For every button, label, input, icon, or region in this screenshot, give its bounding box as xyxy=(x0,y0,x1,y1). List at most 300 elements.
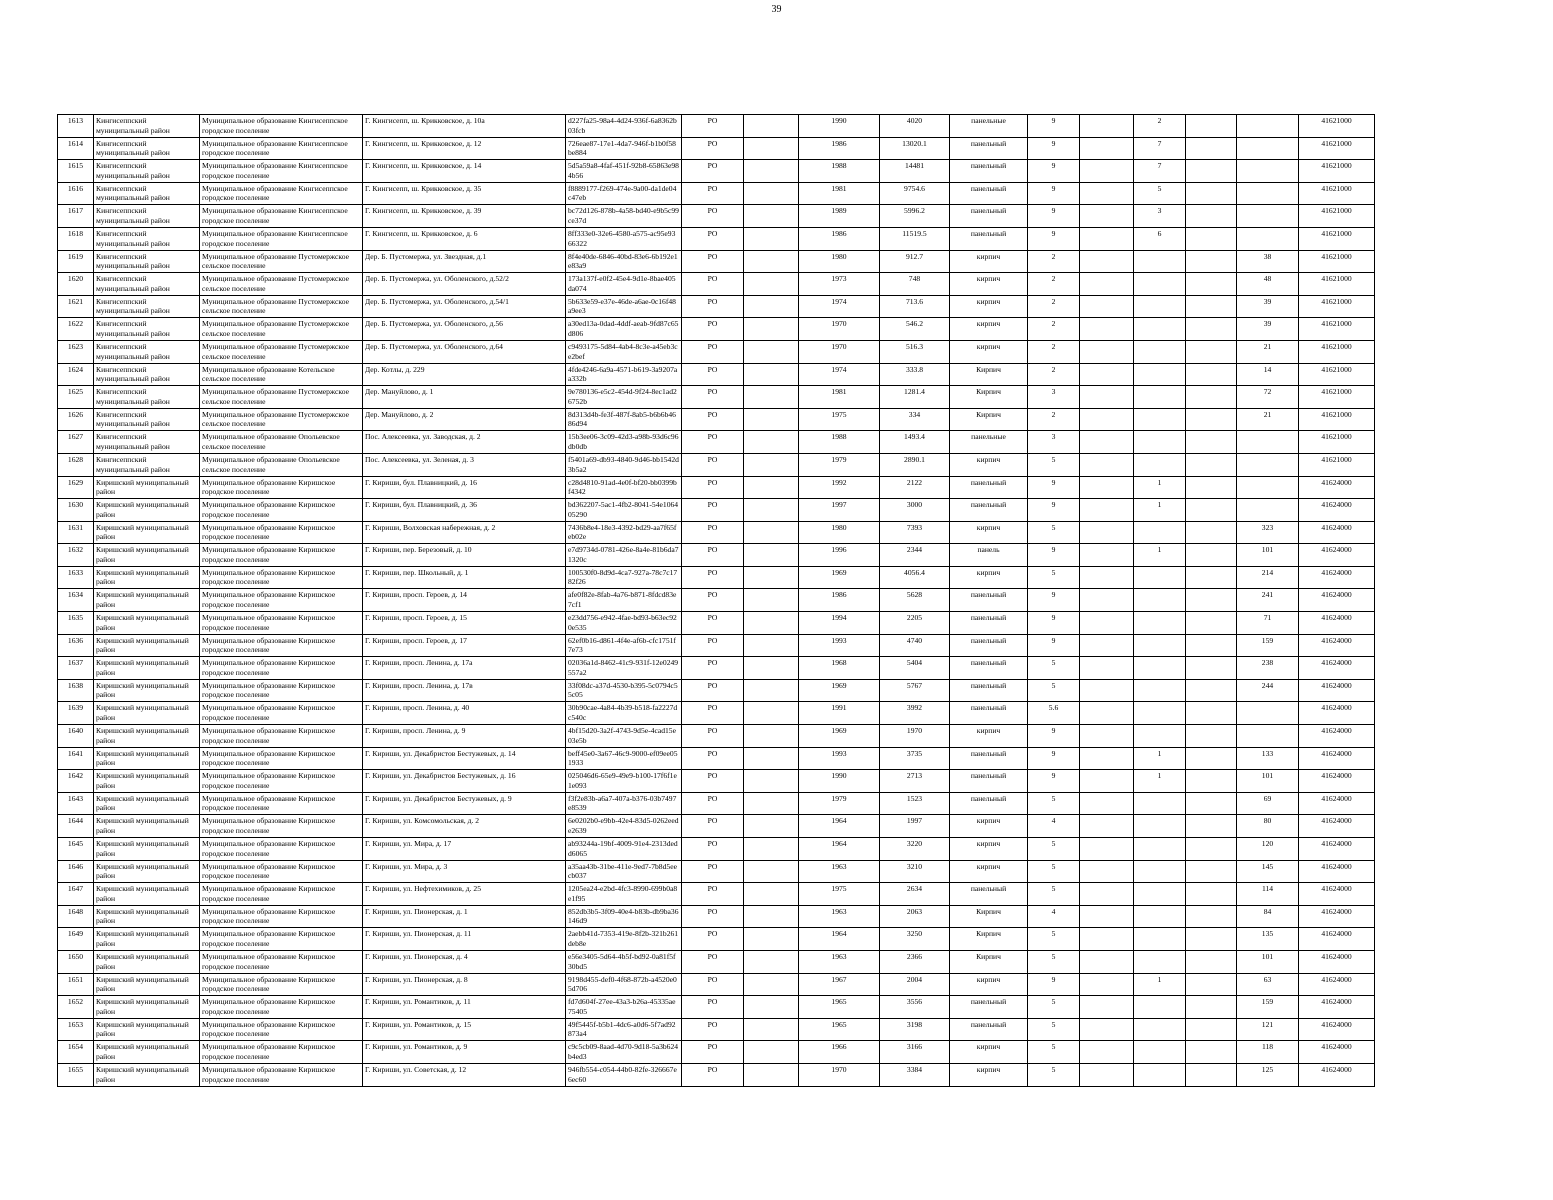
cell-municipality: Муниципальное образование Киришское городское поселение xyxy=(200,838,363,861)
cell-municipality: Муниципальное образование Кингисеппское городское поселение xyxy=(200,182,363,205)
registry-body xyxy=(58,115,1375,1087)
cell-extra-col xyxy=(744,205,799,228)
cell-build-year: 1994 xyxy=(799,612,880,635)
table-row xyxy=(58,160,1375,183)
table-row xyxy=(58,544,1375,567)
cell-ro-mark: РО xyxy=(682,273,744,296)
table-row xyxy=(58,1018,1375,1041)
cell-floors: 5 xyxy=(1028,679,1080,702)
cell-row-number: 1619 xyxy=(58,250,94,273)
cell-build-year: 1966 xyxy=(799,1041,880,1064)
cell-district: Киришский муниципальный район xyxy=(94,521,200,544)
cell-area: 14481 xyxy=(880,160,950,183)
cell-oktmo-code: 41624000 xyxy=(1299,1018,1375,1041)
cell-row-number: 1641 xyxy=(58,747,94,770)
cell-wall-material: панельный xyxy=(950,996,1028,1019)
cell-area: 546.2 xyxy=(880,318,950,341)
cell-extra-col-3 xyxy=(1186,431,1237,454)
cell-oktmo-code: 41624000 xyxy=(1299,521,1375,544)
cell-entrances xyxy=(1134,679,1186,702)
cell-ro-mark: РО xyxy=(682,815,744,838)
cell-municipality: Муниципальное образование Пустомержское сельское поселение xyxy=(200,408,363,431)
cell-area: 3735 xyxy=(880,747,950,770)
cell-area: 1970 xyxy=(880,725,950,748)
cell-build-year: 1974 xyxy=(799,295,880,318)
cell-ro-mark: РО xyxy=(682,770,744,793)
cell-build-year: 1996 xyxy=(799,544,880,567)
cell-floors: 5 xyxy=(1028,950,1080,973)
cell-house-guid: 49f5445f-b5b1-4dc6-a0d6-5f7ad92873a4 xyxy=(566,1018,682,1041)
cell-municipality: Муниципальное образование Киришское городское поселение xyxy=(200,792,363,815)
cell-extra-col-2 xyxy=(1080,453,1134,476)
cell-extra-col-2 xyxy=(1080,657,1134,680)
page-number: 39 xyxy=(771,4,782,15)
cell-entrances xyxy=(1134,1063,1186,1086)
table-row xyxy=(58,318,1375,341)
cell-ro-mark: РО xyxy=(682,747,744,770)
cell-oktmo-code: 41621000 xyxy=(1299,227,1375,250)
cell-build-year: 1980 xyxy=(799,250,880,273)
cell-oktmo-code: 41621000 xyxy=(1299,205,1375,228)
cell-municipality: Муниципальное образование Киришское городское поселение xyxy=(200,634,363,657)
cell-extra-col-3 xyxy=(1186,521,1237,544)
cell-wall-material: панельный xyxy=(950,612,1028,635)
cell-build-year: 1965 xyxy=(799,1018,880,1041)
cell-extra-col-2 xyxy=(1080,160,1134,183)
cell-address: Г. Кингисепп, ш. Крикковское, д. 35 xyxy=(363,182,566,205)
cell-house-guid: 62ef0b16-d861-4f4e-af6b-cfc1751f7e73 xyxy=(566,634,682,657)
cell-extra-col xyxy=(744,363,799,386)
table-row xyxy=(58,182,1375,205)
cell-row-number: 1628 xyxy=(58,453,94,476)
cell-build-year: 1988 xyxy=(799,160,880,183)
cell-municipality: Муниципальное образование Опольевское сельское поселение xyxy=(200,453,363,476)
cell-district: Киришский муниципальный район xyxy=(94,476,200,499)
cell-municipality: Муниципальное образование Киришское городское поселение xyxy=(200,702,363,725)
cell-district: Кингисеппский муниципальный район xyxy=(94,227,200,250)
cell-oktmo-code: 41624000 xyxy=(1299,566,1375,589)
cell-extra-col-3 xyxy=(1186,905,1237,928)
cell-district: Киришский муниципальный район xyxy=(94,1018,200,1041)
cell-build-year: 1969 xyxy=(799,679,880,702)
cell-address: Г. Кириши, ул. Романтиков, д. 11 xyxy=(363,996,566,1019)
cell-row-number: 1645 xyxy=(58,838,94,861)
cell-row-number: 1637 xyxy=(58,657,94,680)
cell-house-guid: 8d313d4b-fe3f-487f-8ab5-b6b6b4686d94 xyxy=(566,408,682,431)
cell-floors: 9 xyxy=(1028,476,1080,499)
cell-row-number: 1632 xyxy=(58,544,94,567)
cell-apartments: 21 xyxy=(1237,340,1299,363)
cell-extra-col-3 xyxy=(1186,318,1237,341)
cell-extra-col-3 xyxy=(1186,273,1237,296)
cell-extra-col xyxy=(744,1063,799,1086)
cell-build-year: 1970 xyxy=(799,318,880,341)
cell-extra-col xyxy=(744,386,799,409)
cell-row-number: 1624 xyxy=(58,363,94,386)
cell-extra-col-2 xyxy=(1080,431,1134,454)
cell-build-year: 1963 xyxy=(799,950,880,973)
cell-ro-mark: РО xyxy=(682,860,744,883)
cell-ro-mark: РО xyxy=(682,250,744,273)
cell-build-year: 1980 xyxy=(799,521,880,544)
cell-build-year: 1986 xyxy=(799,137,880,160)
cell-apartments: 238 xyxy=(1237,657,1299,680)
cell-house-guid: e23dd756-e942-4fae-bd93-b63ec920e535 xyxy=(566,612,682,635)
cell-wall-material: кирпич xyxy=(950,815,1028,838)
cell-row-number: 1634 xyxy=(58,589,94,612)
cell-wall-material: кирпич xyxy=(950,453,1028,476)
cell-floors: 5 xyxy=(1028,838,1080,861)
cell-wall-material: панельный xyxy=(950,792,1028,815)
cell-wall-material: панельный xyxy=(950,589,1028,612)
cell-entrances xyxy=(1134,905,1186,928)
cell-area: 912.7 xyxy=(880,250,950,273)
cell-address: Г. Кингисепп, ш. Крикковское, д. 6 xyxy=(363,227,566,250)
cell-apartments: 125 xyxy=(1237,1063,1299,1086)
cell-wall-material: панельный xyxy=(950,1018,1028,1041)
cell-apartments xyxy=(1237,227,1299,250)
cell-extra-col xyxy=(744,273,799,296)
cell-district: Киришский муниципальный район xyxy=(94,883,200,906)
cell-municipality: Муниципальное образование Кингисеппское городское поселение xyxy=(200,205,363,228)
cell-row-number: 1617 xyxy=(58,205,94,228)
cell-house-guid: 9198d455-def0-4f68-872b-a4520e05d706 xyxy=(566,973,682,996)
cell-district: Киришский муниципальный район xyxy=(94,747,200,770)
cell-row-number: 1646 xyxy=(58,860,94,883)
cell-district: Киришский муниципальный район xyxy=(94,657,200,680)
cell-extra-col-2 xyxy=(1080,747,1134,770)
cell-apartments xyxy=(1237,431,1299,454)
table-row xyxy=(58,273,1375,296)
cell-entrances xyxy=(1134,408,1186,431)
cell-extra-col-3 xyxy=(1186,295,1237,318)
cell-ro-mark: РО xyxy=(682,386,744,409)
cell-build-year: 1967 xyxy=(799,973,880,996)
cell-wall-material: панельные xyxy=(950,431,1028,454)
cell-address: Г. Кириши, ул. Пионерская, д. 1 xyxy=(363,905,566,928)
cell-house-guid: 4fde4246-6a9a-4571-b619-3a9207aa332b xyxy=(566,363,682,386)
cell-row-number: 1626 xyxy=(58,408,94,431)
cell-apartments: 214 xyxy=(1237,566,1299,589)
cell-row-number: 1615 xyxy=(58,160,94,183)
cell-area: 2366 xyxy=(880,950,950,973)
cell-address: Дер. Б. Пустомержа, ул. Звездная, д.1 xyxy=(363,250,566,273)
cell-municipality: Муниципальное образование Киришское городское поселение xyxy=(200,883,363,906)
cell-extra-col xyxy=(744,115,799,138)
cell-district: Киришский муниципальный район xyxy=(94,499,200,522)
cell-oktmo-code: 41624000 xyxy=(1299,657,1375,680)
cell-house-guid: beff45e0-3a67-46c9-9000-ef09ee051933 xyxy=(566,747,682,770)
cell-oktmo-code: 41624000 xyxy=(1299,725,1375,748)
cell-entrances xyxy=(1134,838,1186,861)
cell-extra-col xyxy=(744,883,799,906)
cell-extra-col xyxy=(744,657,799,680)
cell-wall-material: Кирпич xyxy=(950,950,1028,973)
cell-ro-mark: РО xyxy=(682,408,744,431)
cell-floors: 4 xyxy=(1028,905,1080,928)
cell-wall-material: кирпич xyxy=(950,1041,1028,1064)
cell-district: Кингисеппский муниципальный район xyxy=(94,115,200,138)
cell-extra-col-3 xyxy=(1186,1018,1237,1041)
table-row xyxy=(58,521,1375,544)
cell-floors: 9 xyxy=(1028,973,1080,996)
cell-wall-material: кирпич xyxy=(950,860,1028,883)
housing-registry-table xyxy=(57,114,1375,1087)
cell-house-guid: 02036a1d-8462-41c9-931f-12e0249557a2 xyxy=(566,657,682,680)
cell-apartments: 241 xyxy=(1237,589,1299,612)
cell-extra-col-2 xyxy=(1080,295,1134,318)
cell-ro-mark: РО xyxy=(682,205,744,228)
cell-address: Г. Кингисепп, ш. Крикковское, д. 39 xyxy=(363,205,566,228)
cell-oktmo-code: 41621000 xyxy=(1299,250,1375,273)
cell-address: Дер. Б. Пустомержа, ул. Оболенского, д.52/2 xyxy=(363,273,566,296)
cell-ro-mark: РО xyxy=(682,838,744,861)
cell-ro-mark: РО xyxy=(682,115,744,138)
cell-extra-col xyxy=(744,702,799,725)
cell-wall-material: Кирпич xyxy=(950,928,1028,951)
cell-district: Киришский муниципальный район xyxy=(94,838,200,861)
cell-district: Киришский муниципальный район xyxy=(94,950,200,973)
cell-municipality: Муниципальное образование Киришское городское поселение xyxy=(200,1041,363,1064)
cell-extra-col-3 xyxy=(1186,227,1237,250)
cell-build-year: 1992 xyxy=(799,476,880,499)
cell-district: Киришский муниципальный район xyxy=(94,928,200,951)
cell-house-guid: c9c5cb09-8aad-4d70-9d18-5a3b624b4ed3 xyxy=(566,1041,682,1064)
cell-wall-material: панельный xyxy=(950,137,1028,160)
cell-apartments: 244 xyxy=(1237,679,1299,702)
cell-build-year: 1968 xyxy=(799,657,880,680)
cell-house-guid: e7d9734d-0781-426e-8a4e-81b6da71320c xyxy=(566,544,682,567)
table-row xyxy=(58,363,1375,386)
cell-area: 333.8 xyxy=(880,363,950,386)
cell-entrances: 1 xyxy=(1134,747,1186,770)
cell-district: Киришский муниципальный район xyxy=(94,973,200,996)
cell-oktmo-code: 41624000 xyxy=(1299,747,1375,770)
cell-floors: 5 xyxy=(1028,1018,1080,1041)
cell-entrances xyxy=(1134,295,1186,318)
table-row xyxy=(58,386,1375,409)
cell-extra-col xyxy=(744,950,799,973)
cell-extra-col-3 xyxy=(1186,137,1237,160)
cell-oktmo-code: 41624000 xyxy=(1299,612,1375,635)
table-row xyxy=(58,702,1375,725)
cell-wall-material: панельный xyxy=(950,634,1028,657)
cell-extra-col xyxy=(744,634,799,657)
cell-address: Г. Кириши, просп. Ленина, д. 17в xyxy=(363,679,566,702)
cell-entrances xyxy=(1134,725,1186,748)
cell-municipality: Муниципальное образование Котельское сельское поселение xyxy=(200,363,363,386)
cell-floors: 2 xyxy=(1028,250,1080,273)
cell-municipality: Муниципальное образование Киришское городское поселение xyxy=(200,815,363,838)
cell-oktmo-code: 41621000 xyxy=(1299,273,1375,296)
cell-extra-col-3 xyxy=(1186,792,1237,815)
cell-apartments xyxy=(1237,160,1299,183)
cell-build-year: 1975 xyxy=(799,408,880,431)
cell-entrances: 5 xyxy=(1134,182,1186,205)
cell-district: Киришский муниципальный район xyxy=(94,860,200,883)
cell-oktmo-code: 41621000 xyxy=(1299,453,1375,476)
cell-house-guid: 5d5a59a8-4faf-451f-92b8-65863e984b56 xyxy=(566,160,682,183)
cell-apartments xyxy=(1237,115,1299,138)
cell-house-guid: 30b90cae-4a84-4b39-b518-fa2227dc540c xyxy=(566,702,682,725)
cell-area: 713.6 xyxy=(880,295,950,318)
cell-oktmo-code: 41621000 xyxy=(1299,115,1375,138)
cell-extra-col xyxy=(744,747,799,770)
cell-entrances: 1 xyxy=(1134,770,1186,793)
cell-house-guid: 4bf15d20-3a2f-4743-9d5e-4cad15e03e5b xyxy=(566,725,682,748)
cell-district: Кингисеппский муниципальный район xyxy=(94,318,200,341)
cell-apartments: 133 xyxy=(1237,747,1299,770)
table-row xyxy=(58,137,1375,160)
cell-district: Кингисеппский муниципальный район xyxy=(94,363,200,386)
cell-entrances xyxy=(1134,453,1186,476)
cell-wall-material: панельный xyxy=(950,499,1028,522)
cell-extra-col xyxy=(744,815,799,838)
table-row xyxy=(58,634,1375,657)
cell-extra-col-3 xyxy=(1186,408,1237,431)
table-row xyxy=(58,250,1375,273)
cell-wall-material: панельный xyxy=(950,770,1028,793)
cell-oktmo-code: 41624000 xyxy=(1299,679,1375,702)
cell-floors: 9 xyxy=(1028,770,1080,793)
cell-extra-col-3 xyxy=(1186,205,1237,228)
cell-municipality: Муниципальное образование Киришское городское поселение xyxy=(200,657,363,680)
cell-wall-material: Кирпич xyxy=(950,363,1028,386)
cell-row-number: 1622 xyxy=(58,318,94,341)
cell-row-number: 1629 xyxy=(58,476,94,499)
cell-address: Г. Кириши, ул. Мира, д. 3 xyxy=(363,860,566,883)
cell-apartments: 135 xyxy=(1237,928,1299,951)
cell-district: Кингисеппский муниципальный район xyxy=(94,182,200,205)
cell-area: 3198 xyxy=(880,1018,950,1041)
cell-entrances: 7 xyxy=(1134,137,1186,160)
cell-area: 11519.5 xyxy=(880,227,950,250)
cell-row-number: 1614 xyxy=(58,137,94,160)
cell-extra-col-3 xyxy=(1186,250,1237,273)
cell-apartments: 84 xyxy=(1237,905,1299,928)
cell-address: Г. Кингисепп, ш. Крикковское, д. 12 xyxy=(363,137,566,160)
cell-oktmo-code: 41624000 xyxy=(1299,950,1375,973)
cell-municipality: Муниципальное образование Пустомержское сельское поселение xyxy=(200,295,363,318)
cell-district: Киришский муниципальный район xyxy=(94,589,200,612)
cell-ro-mark: РО xyxy=(682,476,744,499)
cell-build-year: 1979 xyxy=(799,453,880,476)
cell-district: Киришский муниципальный район xyxy=(94,566,200,589)
cell-build-year: 1981 xyxy=(799,182,880,205)
cell-district: Кингисеппский муниципальный район xyxy=(94,408,200,431)
cell-area: 2004 xyxy=(880,973,950,996)
cell-row-number: 1649 xyxy=(58,928,94,951)
cell-apartments xyxy=(1237,476,1299,499)
cell-floors: 9 xyxy=(1028,499,1080,522)
cell-apartments xyxy=(1237,137,1299,160)
cell-row-number: 1618 xyxy=(58,227,94,250)
cell-row-number: 1643 xyxy=(58,792,94,815)
cell-row-number: 1620 xyxy=(58,273,94,296)
cell-house-guid: f8889177-f269-474e-9a00-da1de04c47eb xyxy=(566,182,682,205)
cell-apartments xyxy=(1237,499,1299,522)
cell-municipality: Муниципальное образование Пустомержское сельское поселение xyxy=(200,250,363,273)
cell-extra-col xyxy=(744,1018,799,1041)
cell-oktmo-code: 41621000 xyxy=(1299,295,1375,318)
cell-build-year: 1973 xyxy=(799,273,880,296)
cell-extra-col xyxy=(744,499,799,522)
cell-house-guid: 7436b8e4-18e3-4392-bd29-aa7f65feb02e xyxy=(566,521,682,544)
cell-extra-col-3 xyxy=(1186,702,1237,725)
cell-extra-col-3 xyxy=(1186,634,1237,657)
cell-floors: 5 xyxy=(1028,928,1080,951)
cell-municipality: Муниципальное образование Кингисеппское городское поселение xyxy=(200,160,363,183)
cell-district: Кингисеппский муниципальный район xyxy=(94,295,200,318)
cell-wall-material: Кирпич xyxy=(950,386,1028,409)
cell-extra-col-3 xyxy=(1186,950,1237,973)
cell-entrances xyxy=(1134,1018,1186,1041)
cell-entrances xyxy=(1134,386,1186,409)
cell-oktmo-code: 41624000 xyxy=(1299,928,1375,951)
cell-build-year: 1986 xyxy=(799,589,880,612)
table-row xyxy=(58,679,1375,702)
cell-house-guid: 9e780136-e5c2-454d-9f24-8ec1ad26752b xyxy=(566,386,682,409)
cell-oktmo-code: 41624000 xyxy=(1299,702,1375,725)
cell-municipality: Муниципальное образование Опольевское сельское поселение xyxy=(200,431,363,454)
cell-extra-col-2 xyxy=(1080,205,1134,228)
cell-build-year: 1963 xyxy=(799,860,880,883)
cell-row-number: 1642 xyxy=(58,770,94,793)
table-row xyxy=(58,612,1375,635)
cell-apartments xyxy=(1237,182,1299,205)
cell-area: 2713 xyxy=(880,770,950,793)
cell-wall-material: панель xyxy=(950,544,1028,567)
cell-ro-mark: РО xyxy=(682,137,744,160)
cell-build-year: 1970 xyxy=(799,340,880,363)
cell-build-year: 1964 xyxy=(799,815,880,838)
cell-apartments: 80 xyxy=(1237,815,1299,838)
cell-address: Г. Кириши, пер. Березовый, д. 10 xyxy=(363,544,566,567)
cell-municipality: Муниципальное образование Киришское городское поселение xyxy=(200,566,363,589)
cell-floors: 3 xyxy=(1028,386,1080,409)
cell-area: 4020 xyxy=(880,115,950,138)
cell-entrances xyxy=(1134,657,1186,680)
table-row xyxy=(58,725,1375,748)
cell-extra-col-3 xyxy=(1186,747,1237,770)
cell-build-year: 1964 xyxy=(799,838,880,861)
cell-extra-col xyxy=(744,182,799,205)
cell-build-year: 1974 xyxy=(799,363,880,386)
cell-district: Кингисеппский муниципальный район xyxy=(94,137,200,160)
cell-house-guid: ab93244a-19bf-4009-91e4-2313dedd6065 xyxy=(566,838,682,861)
table-row xyxy=(58,431,1375,454)
cell-oktmo-code: 41621000 xyxy=(1299,363,1375,386)
cell-floors: 2 xyxy=(1028,363,1080,386)
cell-house-guid: 852db3b5-3f09-40e4-b83b-db9ba36146d9 xyxy=(566,905,682,928)
cell-entrances: 1 xyxy=(1134,499,1186,522)
cell-address: Г. Кириши, просп. Ленина, д. 17а xyxy=(363,657,566,680)
cell-ro-mark: РО xyxy=(682,725,744,748)
cell-oktmo-code: 41624000 xyxy=(1299,770,1375,793)
cell-district: Кингисеппский муниципальный район xyxy=(94,273,200,296)
cell-house-guid: 025046d6-65e9-49e9-b100-17f6f1e1e093 xyxy=(566,770,682,793)
cell-extra-col xyxy=(744,1041,799,1064)
cell-row-number: 1623 xyxy=(58,340,94,363)
cell-apartments: 48 xyxy=(1237,273,1299,296)
cell-extra-col xyxy=(744,408,799,431)
cell-entrances xyxy=(1134,612,1186,635)
cell-entrances: 1 xyxy=(1134,973,1186,996)
cell-address: Дер. Б. Пустомержа, ул. Оболенского, д.54/1 xyxy=(363,295,566,318)
cell-ro-mark: РО xyxy=(682,612,744,635)
cell-entrances xyxy=(1134,566,1186,589)
cell-floors: 5 xyxy=(1028,792,1080,815)
